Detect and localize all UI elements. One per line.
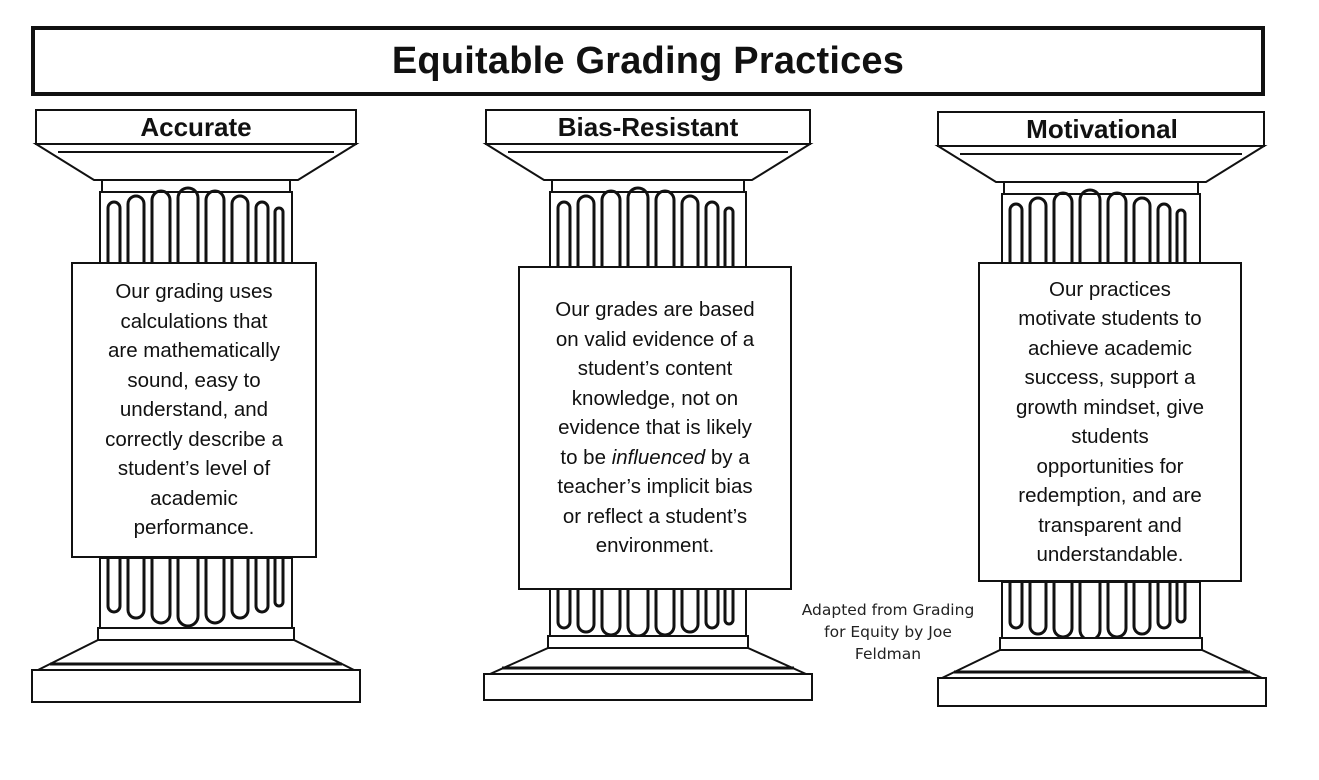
description-line: understandable. xyxy=(1036,543,1184,566)
pillar-description-bias-resistant xyxy=(518,266,792,590)
description-line: success, support a xyxy=(1024,366,1196,389)
attribution-line: for Equity by Joe xyxy=(824,623,952,641)
line-prefix: to be xyxy=(560,445,612,469)
pillar-heading-accurate: Accurate xyxy=(140,112,252,142)
description-line: or reflect a student’s xyxy=(562,504,748,528)
description-line: are mathematically xyxy=(107,339,281,363)
description-line: academic xyxy=(150,486,238,510)
pillar-heading-motivational: Motivational xyxy=(1026,114,1178,144)
diagram-title: Equitable Grading Practices xyxy=(31,26,1265,96)
emphasized-word: influenced xyxy=(611,445,706,469)
description-line: teacher’s implicit bias xyxy=(557,475,753,499)
description-line: redemption, and are xyxy=(1018,484,1202,507)
description-line: Our grades are based xyxy=(555,298,755,322)
description-line: understand, and xyxy=(119,398,269,422)
attribution-line: Adapted from Grading xyxy=(801,601,975,619)
pillar-description-accurate xyxy=(71,262,317,558)
description-line: achieve academic xyxy=(1027,336,1193,360)
description-line: student’s content xyxy=(577,357,733,381)
description-line: performance. xyxy=(133,516,255,540)
description-line: calculations that xyxy=(120,309,268,333)
description-line-emphasis xyxy=(555,443,754,473)
description-line: correctly describe a xyxy=(105,427,283,451)
description-line: evidence that is likely xyxy=(558,416,752,440)
description-line: Our practices xyxy=(1049,277,1171,301)
pillar-description-motivational xyxy=(978,262,1242,582)
description-line: transparent and xyxy=(1038,513,1182,537)
description-line: students xyxy=(1071,425,1149,448)
attribution-note xyxy=(783,599,993,665)
description-line: knowledge, not on xyxy=(571,386,739,410)
description-line: opportunities for xyxy=(1036,454,1184,478)
description-line: Our grading uses xyxy=(115,280,273,304)
description-line: environment. xyxy=(595,534,715,558)
line-suffix: by a xyxy=(705,445,750,469)
pillar-heading-bias-resistant: Bias-Resistant xyxy=(557,112,739,142)
description-line: motivate students to xyxy=(1018,307,1202,330)
description-line: student’s level of xyxy=(117,457,271,481)
description-line: growth mindset, give xyxy=(1015,395,1204,419)
description-line: on valid evidence of a xyxy=(555,327,755,351)
attribution-line: Feldman xyxy=(854,645,922,663)
description-line: sound, easy to xyxy=(127,368,261,392)
